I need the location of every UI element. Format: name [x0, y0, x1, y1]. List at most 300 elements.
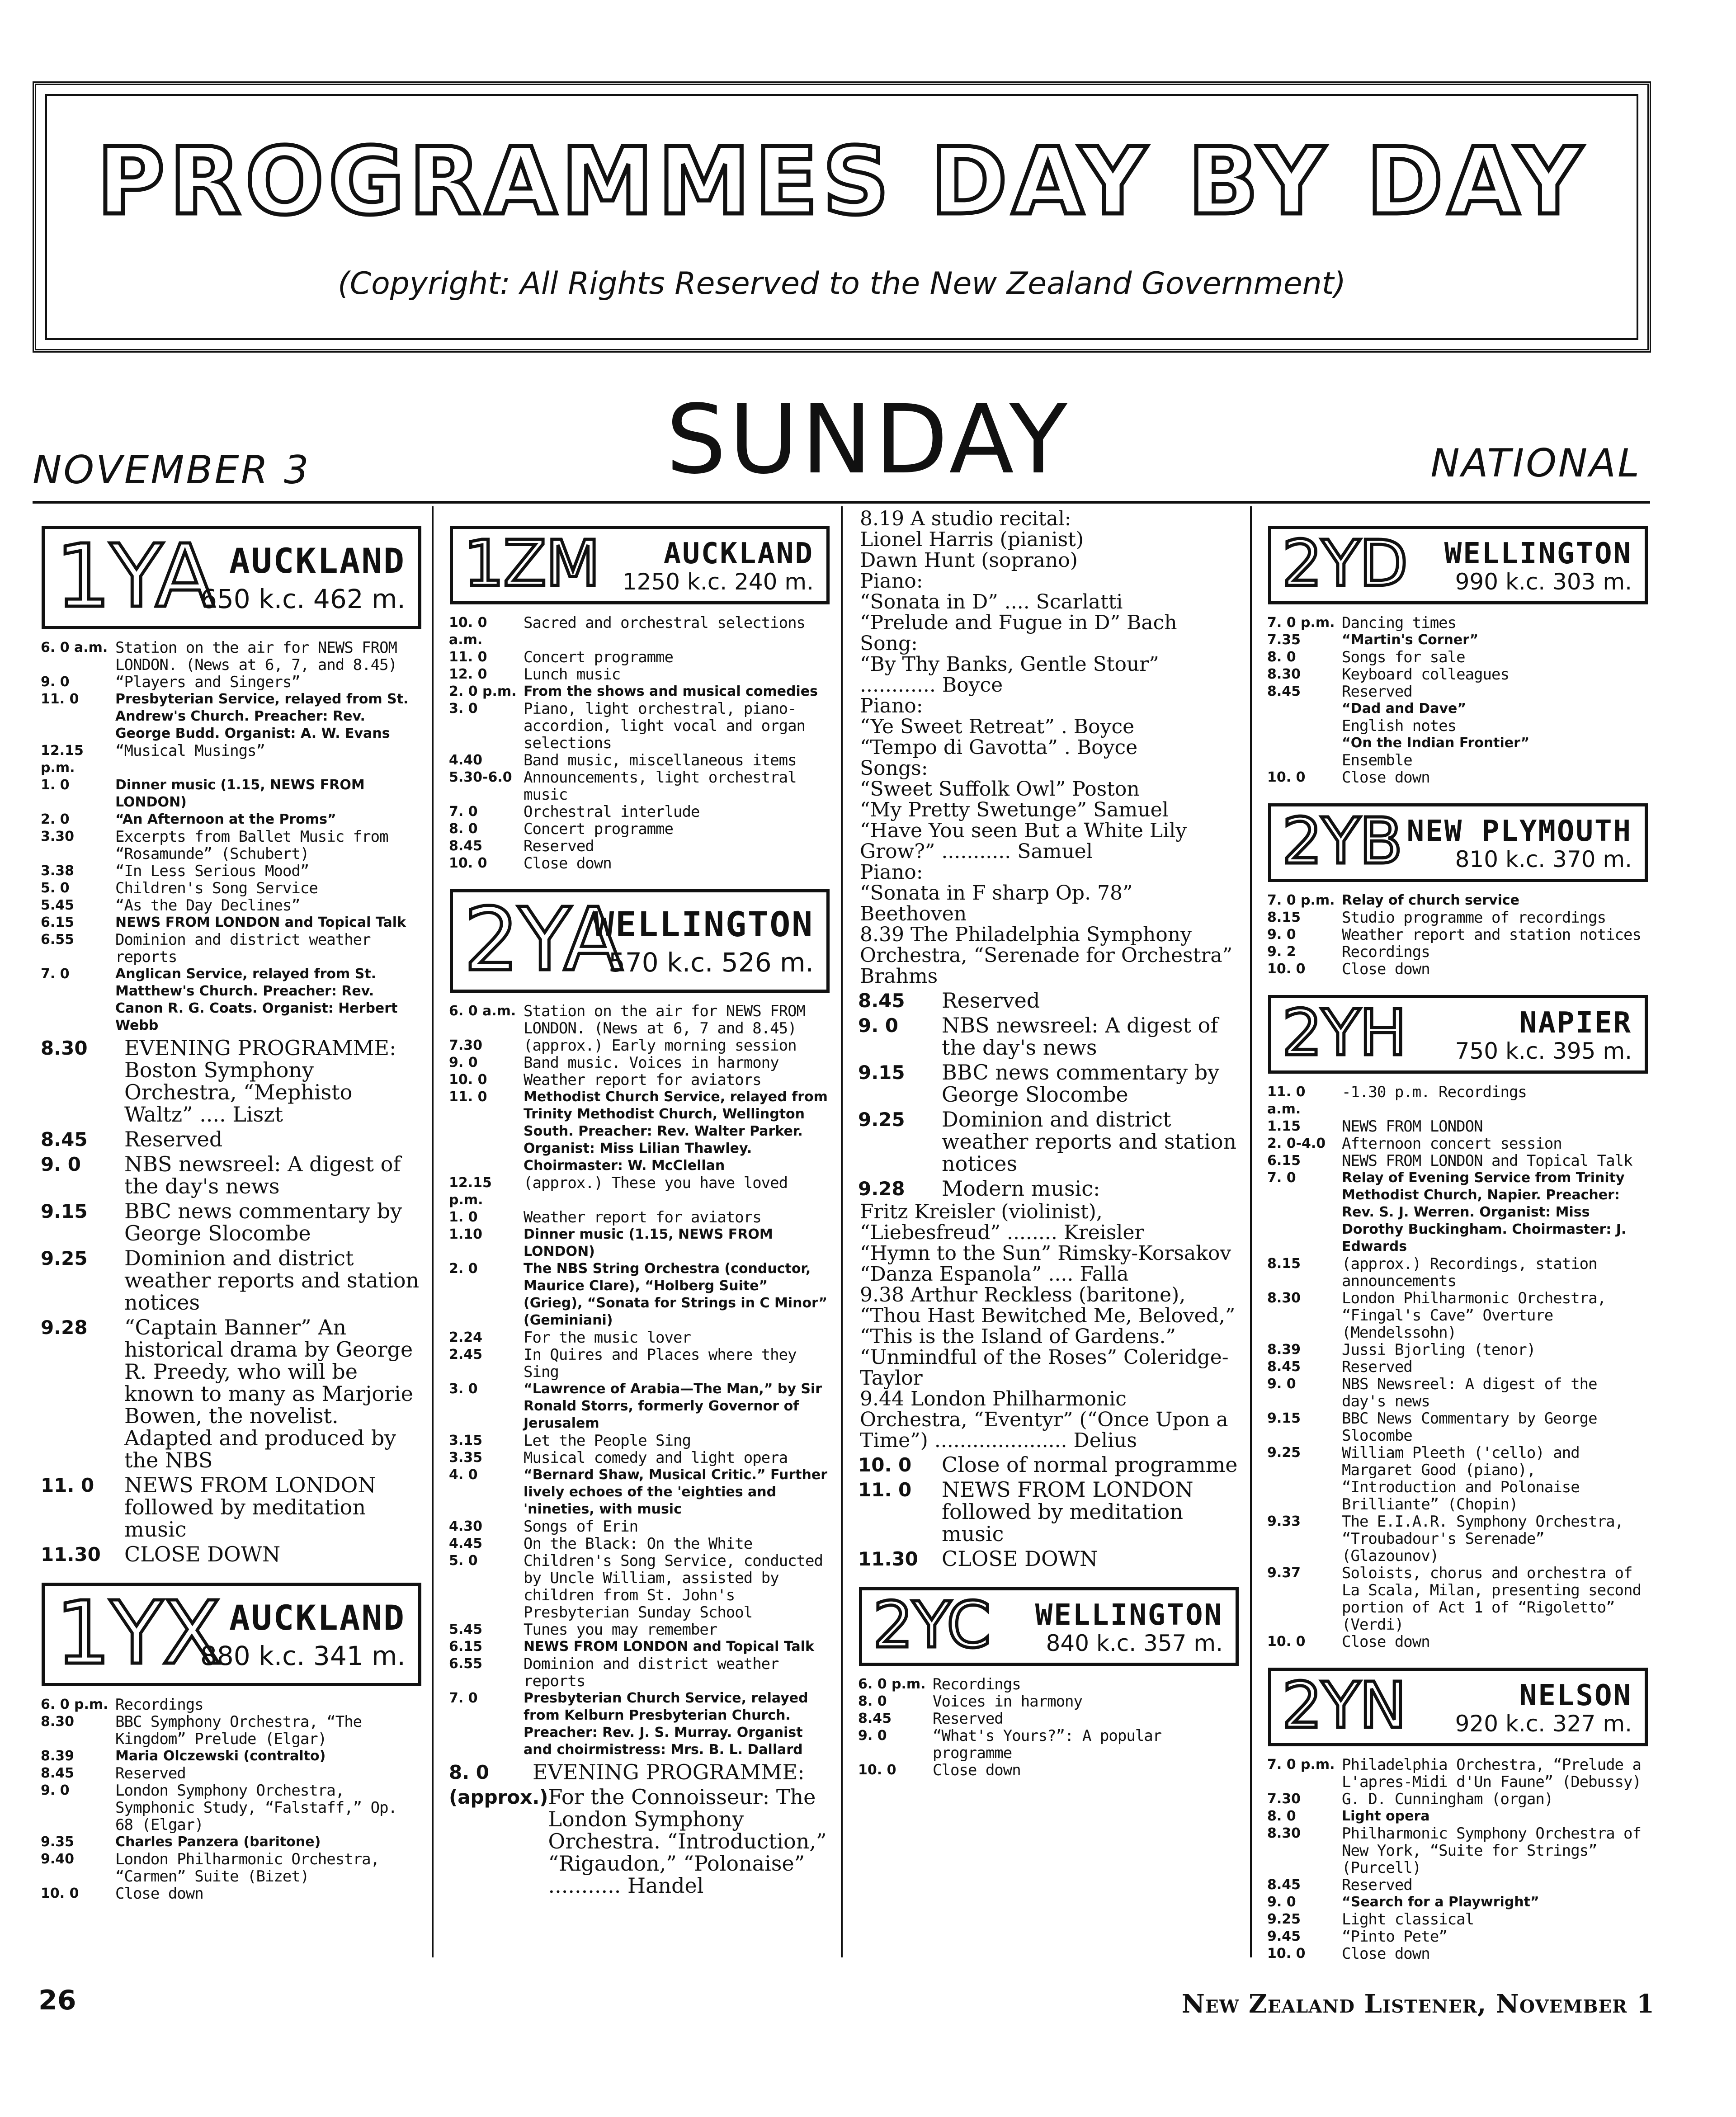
entry-description: Dinner music (1.15, NEWS FROM LONDON) — [524, 1226, 773, 1259]
station-header — [1268, 526, 1648, 604]
programme-entry — [41, 1782, 423, 1834]
station-city: NAPIER — [1519, 1006, 1632, 1040]
programme-entry — [1267, 1169, 1650, 1255]
station-city: AUCKLAND — [229, 541, 406, 581]
entry-time: 2.24 — [449, 1330, 483, 1345]
entry-time: 9. 0 — [41, 1153, 81, 1175]
entry-description: NEWS FROM LONDON and Topical Talk — [524, 1639, 814, 1655]
entry-description: Dominion and district weather reports and station notices — [942, 1107, 1237, 1176]
programme-entry — [41, 691, 423, 742]
entry-description: Band music, miscellaneous items — [524, 751, 797, 769]
entry-time: 5. 0 — [449, 1553, 478, 1569]
programme-entry — [449, 1690, 831, 1759]
recital-line: Piano: — [860, 570, 923, 593]
entry-time: 9.28 — [858, 1178, 905, 1200]
entry-time: 8.15 — [1267, 1256, 1301, 1272]
entry-time: 6. 0 p.m. — [858, 1676, 926, 1692]
station-city: AUCKLAND — [663, 537, 814, 571]
entry-description: Charles Panzera (baritone) — [115, 1834, 321, 1850]
entry-description: Close down — [1342, 1945, 1430, 1963]
entry-description: Philadelphia Orchestra, “Prelude a L'apres-Midi d'Un Faune” (Debussy) — [1342, 1756, 1641, 1791]
entry-description: Close of normal programme — [942, 1452, 1238, 1477]
entry-description: Maria Olczewski (contralto) — [115, 1748, 326, 1764]
programme-entry — [449, 1449, 831, 1466]
entry-time: 8.45 — [449, 838, 483, 854]
entry-description: Modern music: — [942, 1176, 1100, 1201]
programme-entry — [449, 649, 831, 666]
entry-description: Reserved — [942, 988, 1040, 1013]
programme-entry — [1267, 1376, 1650, 1410]
programme-entry — [858, 1676, 1241, 1693]
programme-entry — [858, 1479, 1241, 1545]
programme-entry — [1267, 1808, 1650, 1825]
programme-entry — [1267, 1358, 1650, 1376]
entry-time: 8. 0 — [449, 1761, 490, 1783]
entry-description: (approx.) Recordings, station announcements — [1342, 1255, 1597, 1290]
entry-time: 1. 0 — [41, 777, 70, 793]
entry-description: Children's Song Service, conducted by Uncle William, assisted by children from St. John's Presbyterian Sunday School — [524, 1552, 823, 1622]
programme-entry — [449, 1037, 831, 1054]
programme-entry — [1267, 769, 1650, 786]
programme-entry — [1267, 717, 1650, 735]
entry-time: 6. 0 a.m. — [41, 640, 108, 655]
entry-description: Relay of Evening Service from Trinity Methodist Church, Napier. Preacher: Rev. S. J. Werren. Organist: Miss Dorothy Buckingham. Choirmaster: J. Edwards — [1342, 1170, 1627, 1254]
station-city: WELLINGTON — [593, 904, 814, 944]
programme-entry — [41, 966, 423, 1034]
entry-time: 6.15 — [449, 1639, 483, 1655]
programme-entry — [449, 1535, 831, 1552]
programme-entry — [858, 990, 1241, 1012]
entry-time: 6.15 — [1267, 1153, 1301, 1169]
programme-entry — [1267, 1825, 1650, 1877]
entry-time: 10. 0 — [1267, 1946, 1306, 1961]
station-header — [1268, 803, 1648, 882]
entry-description: Reserved — [933, 1710, 1003, 1728]
entry-time: 9.37 — [1267, 1565, 1301, 1581]
entry-description: Let the People Sing — [524, 1432, 691, 1450]
network-label: NATIONAL — [1430, 441, 1641, 486]
programme-entry — [449, 1621, 831, 1638]
entry-time: 11. 0 — [449, 1089, 487, 1105]
entry-time: 6.55 — [449, 1656, 483, 1672]
entry-description: NEWS FROM LONDON — [1342, 1117, 1483, 1136]
entry-description: Announcements, light orchestral music — [524, 769, 797, 804]
programme-entry — [41, 897, 423, 914]
programme-entry — [858, 1693, 1241, 1710]
programme-entry — [1267, 614, 1650, 632]
programme-entry — [41, 1696, 423, 1713]
entry-description: Ensemble — [1342, 751, 1412, 769]
programme-entry — [1267, 1152, 1650, 1169]
entry-description: “Martin's Corner” — [1342, 632, 1479, 648]
station-header — [859, 1587, 1239, 1666]
entry-description: Reserved — [1342, 1876, 1412, 1894]
station-city: WELLINGTON — [1444, 537, 1632, 571]
programme-entry — [1267, 683, 1650, 700]
recital-line: 8.19 A studio recital: — [860, 507, 1071, 530]
programme-entry — [449, 614, 831, 649]
programme-entry — [449, 1761, 831, 1783]
entry-time: 4.45 — [449, 1536, 483, 1551]
entry-time — [1267, 717, 1342, 735]
recital-line: “Danza Espanola” .... Falla — [860, 1263, 1129, 1286]
entry-description: Tunes you may remember — [524, 1621, 717, 1639]
programme-entry — [449, 820, 831, 838]
entry-time: 11.30 — [41, 1543, 101, 1565]
entry-time: 3.35 — [449, 1450, 483, 1466]
station-call-sign: 1ZM — [464, 527, 599, 601]
entry-description: Weather report and station notices — [1342, 926, 1641, 944]
entry-time: 10. 0 — [858, 1454, 912, 1476]
entry-time: 8. 0 — [858, 1693, 887, 1709]
entry-description: Band music. Voices in harmony — [524, 1054, 779, 1072]
entry-time: 10. 0 a.m. — [449, 615, 487, 648]
entry-description: Dancing times — [1342, 614, 1457, 632]
programme-entry — [41, 863, 423, 880]
programme-entry — [1267, 649, 1650, 666]
entry-description: Studio programme of recordings — [1342, 909, 1606, 927]
programme-entry — [1267, 1894, 1650, 1911]
entry-time: 9. 0 — [41, 1782, 70, 1798]
entry-time: 11. 0 a.m. — [1267, 1084, 1306, 1117]
entry-description: In Quires and Places where they Sing — [524, 1346, 797, 1381]
entry-time: 5.45 — [449, 1622, 483, 1637]
entry-description: Orchestral interlude — [524, 803, 700, 821]
entry-time: 9.28 — [41, 1316, 88, 1339]
programme-entry — [449, 1655, 831, 1690]
programme-entry — [41, 1200, 423, 1245]
station-header — [42, 526, 421, 629]
entry-time: 8.45 — [1267, 1877, 1301, 1893]
entry-description: The NBS String Orchestra (conductor, Maurice Clare), “Holberg Suite” (Grieg), “Sonata for Strings in C Minor” (Geminiani) — [524, 1261, 828, 1328]
entry-time: 8. 0 — [1267, 1808, 1296, 1824]
entry-time: 12. 0 — [449, 666, 487, 682]
programme-entry — [1267, 1255, 1650, 1290]
programme-entry — [1267, 1945, 1650, 1962]
programme-entry — [1267, 735, 1650, 752]
entry-description: Children's Song Service — [115, 879, 318, 897]
entry-time: 9. 0 — [858, 1014, 899, 1037]
programme-entry — [1267, 1341, 1650, 1358]
entry-time: 8.30 — [1267, 1290, 1301, 1306]
entry-description: NEWS FROM LONDON followed by meditation music — [124, 1473, 376, 1542]
entry-time: 9.35 — [41, 1834, 75, 1850]
station-frequency: 810 k.c. 370 m. — [1455, 846, 1632, 872]
station-call-sign: 1YA — [56, 526, 214, 627]
entry-description: Close down — [933, 1761, 1021, 1779]
entry-description: Recordings — [933, 1675, 1021, 1693]
programme-entry — [858, 1108, 1241, 1175]
entry-time: 8. 0 — [449, 821, 478, 837]
entry-time: 6. 0 p.m. — [41, 1697, 108, 1712]
entry-description: (approx.) Early morning session — [524, 1037, 797, 1055]
entry-time: 2.45 — [449, 1347, 483, 1363]
entry-description: Dinner music (1.15, NEWS FROM LONDON) — [115, 777, 365, 810]
entry-description: “Pinto Pete” — [1342, 1928, 1448, 1946]
entry-time: 8.39 — [41, 1748, 75, 1764]
entry-description: Recordings — [115, 1696, 203, 1714]
station-frequency: 840 k.c. 357 m. — [1046, 1630, 1223, 1656]
programme-entry — [449, 1260, 831, 1329]
entry-description: Songs of Erin — [524, 1518, 638, 1536]
entry-time: 11. 0 — [858, 1479, 912, 1501]
entry-description: Reserved — [1342, 1358, 1412, 1376]
station-city: NELSON — [1519, 1679, 1632, 1712]
entry-description: London Philharmonic Orchestra, “Fingal's Cave” Overture (Mendelssohn) — [1342, 1289, 1606, 1342]
entry-time: 11.30 — [858, 1548, 918, 1570]
entry-description: Dominion and district weather reports and station notices — [124, 1246, 420, 1315]
entry-description: Station on the air for NEWS FROM LONDON. (News at 6, 7, and 8.45) — [115, 639, 397, 674]
station-header — [450, 889, 830, 993]
station-frequency: 990 k.c. 303 m. — [1455, 569, 1632, 595]
entry-time: 1. 0 — [449, 1209, 478, 1225]
entry-time: 2. 0-4.0 — [1267, 1136, 1326, 1151]
programme-entry — [1267, 1513, 1650, 1565]
station-call-sign: 2YN — [1282, 1669, 1406, 1743]
entry-time: 8.30 — [1267, 666, 1301, 682]
entry-time: 12.15 p.m. — [449, 1175, 492, 1208]
column-divider — [432, 506, 434, 1957]
programme-entry — [1267, 666, 1650, 683]
programme-entry — [41, 1851, 423, 1885]
column-4 — [1259, 509, 1657, 1963]
entry-time: 9.15 — [41, 1200, 88, 1222]
programme-entry — [858, 1178, 1241, 1200]
programme-entry — [41, 931, 423, 966]
recital-line: “Have You seen But a White Lily Grow?” ........... Samuel — [860, 819, 1187, 863]
programme-entry — [41, 828, 423, 863]
station-frequency: 650 k.c. 462 m. — [200, 584, 406, 614]
entry-description: “Dad and Dave” — [1342, 701, 1467, 717]
programme-entry — [41, 1474, 423, 1541]
column-3 — [850, 509, 1248, 1946]
recital-line: “Prelude and Fugue in D” Bach — [860, 611, 1177, 634]
entry-description: Presbyterian Church Service, relayed from Kelburn Presbyterian Church. Preacher: Rev. J. S. Murray. Organist and choirmistress: Mrs. B. L. Dallard — [524, 1690, 808, 1758]
recital-line: 9.44 London Philharmonic Orchestra, “Eventyr” (“Once Upon a Time”) ..................... Delius — [860, 1387, 1228, 1452]
entry-description: Concert programme — [524, 820, 673, 838]
column-2 — [441, 509, 839, 1946]
entry-time: 9.15 — [1267, 1410, 1301, 1426]
page-title: PROGRAMMES DAY BY DAY — [97, 128, 1587, 236]
station-call-sign: 2YB — [1282, 805, 1402, 878]
entry-description: “An Afternoon at the Proms” — [115, 811, 336, 827]
entry-description: Weather report for aviators — [524, 1071, 761, 1089]
entry-description: Lunch music — [524, 665, 621, 684]
programme-entry — [1267, 1444, 1650, 1513]
entry-time: 10. 0 — [41, 1886, 79, 1901]
entry-time: 8.45 — [41, 1765, 75, 1781]
entry-time: 3.15 — [449, 1433, 483, 1448]
entry-description: NEWS FROM LONDON and Topical Talk — [115, 915, 406, 930]
programme-entry — [449, 803, 831, 820]
entry-description: NBS Newsreel: A digest of the day's news — [1342, 1375, 1597, 1410]
entry-description: William Pleeth ('cello) and Margaret Good (piano), “Introduction and Polonaise Brilliante” (Chopin) — [1342, 1444, 1580, 1513]
programme-entry — [449, 1329, 831, 1346]
entry-time: 6.15 — [41, 915, 75, 930]
programme-entry — [41, 1247, 423, 1314]
entry-description: “Captain Banner” An historical drama by George R. Preedy, who will be known to many as Marjorie Bowen, the novelist. Adapted and produced by the NBS — [124, 1315, 413, 1472]
programme-entry — [1267, 1118, 1650, 1135]
station-call-sign: 2YA — [464, 890, 622, 990]
programme-entry — [858, 1014, 1241, 1059]
programme-entry — [1267, 1565, 1650, 1633]
programme-entry — [41, 1037, 423, 1126]
programme-entry — [449, 855, 831, 872]
entry-description: NBS newsreel: A digest of the day's news — [124, 1152, 401, 1198]
programme-entry — [449, 1346, 831, 1381]
programme-entry — [449, 1226, 831, 1260]
entry-time — [1267, 700, 1342, 717]
station-city: AUCKLAND — [229, 1598, 406, 1638]
column-1 — [33, 509, 430, 1946]
recital-line: “Tempo di Gavotta” . Boyce — [860, 736, 1138, 759]
programme-entry — [1267, 892, 1650, 909]
entry-time: 10. 0 — [1267, 1634, 1306, 1650]
programme-entry — [41, 1713, 423, 1748]
station-header — [450, 526, 830, 604]
entry-time: 9.25 — [1267, 1911, 1301, 1927]
entry-time: 5. 0 — [41, 880, 70, 896]
programme-entry — [1267, 909, 1650, 926]
programme-entry — [858, 1454, 1241, 1476]
entry-time: 6.55 — [41, 932, 75, 948]
entry-description: Dominion and district weather reports — [115, 931, 371, 966]
programme-entry — [1267, 1410, 1650, 1444]
recital-line: Dawn Hunt (soprano) — [860, 549, 1078, 572]
station-city: WELLINGTON — [1035, 1598, 1223, 1632]
entry-description: Excerpts from Ballet Music from “Rosamunde” (Schubert) — [115, 828, 388, 863]
programme-entry — [1267, 1791, 1650, 1808]
programme-entry — [449, 1003, 831, 1037]
entry-description: NEWS FROM LONDON followed by meditation music — [942, 1477, 1194, 1546]
entry-description: From the shows and musical comedies — [524, 684, 818, 699]
programme-entry — [41, 742, 423, 777]
programme-entry — [41, 811, 423, 828]
programme-entry — [449, 1071, 831, 1089]
programme-entry — [449, 683, 831, 700]
entry-description: “Bernard Shaw, Musical Critic.” Further lively echoes of the 'eighties and 'nineties, with music — [524, 1467, 828, 1517]
programme-entry — [1267, 1877, 1650, 1894]
entry-description: “Lawrence of Arabia—The Man,” by Sir Ronald Storrs, formerly Governor of Jerusalem — [524, 1381, 822, 1431]
programme-entry — [449, 666, 831, 683]
programme-entry — [449, 769, 831, 803]
programme-entry — [1267, 632, 1650, 649]
entry-description: Anglican Service, relayed from St. Matthew's Church. Preacher: Rev. Canon R. G. Coats. Organist: Herbert Webb — [115, 966, 398, 1033]
entry-description: Concert programme — [524, 648, 673, 666]
entry-description: BBC news commentary by George Slocombe — [942, 1060, 1220, 1107]
entry-description: English notes — [1342, 717, 1457, 735]
entry-description: Close down — [1342, 960, 1430, 978]
entry-time: 9.25 — [1267, 1445, 1301, 1461]
entry-time: 9.45 — [1267, 1928, 1301, 1944]
programme-entry — [449, 1432, 831, 1449]
entry-description: G. D. Cunningham (organ) — [1342, 1790, 1553, 1808]
entry-time: 9.25 — [41, 1247, 88, 1269]
programme-entry — [41, 880, 423, 897]
programme-entry — [41, 1128, 423, 1150]
programme-entry — [41, 1834, 423, 1851]
entry-time: 1.10 — [449, 1226, 483, 1242]
entry-description: Recordings — [1342, 943, 1430, 961]
programme-entry — [41, 777, 423, 811]
programme-entry — [1267, 752, 1650, 769]
column-divider — [1250, 506, 1252, 1957]
entry-description: For the Connoisseur: The London Symphony Orchestra. “Introduction,” “Rigaudon,” “Polonaise” ........... Handel — [548, 1785, 827, 1898]
entry-description: Close down — [1342, 1633, 1430, 1651]
entry-description: Reserved — [124, 1127, 223, 1151]
station-frequency: 750 k.c. 395 m. — [1455, 1038, 1632, 1064]
station-frequency: 570 k.c. 526 m. — [608, 947, 814, 978]
programme-entry — [449, 752, 831, 769]
entry-description: EVENING PROGRAMME: Boston Symphony Orchestra, “Mephisto Waltz” .... Liszt — [124, 1036, 396, 1127]
recital-line: Piano: — [860, 694, 923, 717]
programme-entry — [1267, 1633, 1650, 1650]
recital-line: “Sonata in F sharp Op. 78” Beethoven — [860, 882, 1133, 925]
entry-time: 7. 0 — [41, 966, 70, 982]
programme-entry — [449, 1466, 831, 1518]
entry-description: Reserved — [115, 1764, 186, 1782]
programme-entry — [41, 914, 423, 931]
programme-entry — [449, 1786, 831, 1897]
entry-description: Jussi Bjorling (tenor) — [1342, 1341, 1536, 1359]
entry-description: Close down — [115, 1885, 203, 1903]
entry-description: CLOSE DOWN — [124, 1542, 281, 1566]
entry-time: 8.45 — [1267, 1359, 1301, 1375]
entry-description: For the music lover — [524, 1329, 691, 1347]
entry-description: London Symphony Orchestra, Symphonic Study, “Falstaff,” Op. 68 (Elgar) — [115, 1782, 397, 1834]
entry-description: “Musical Musings” — [115, 742, 265, 760]
recital-line: Lionel Harris (pianist) — [860, 528, 1084, 551]
entry-time: 11. 0 — [449, 649, 487, 665]
entry-description: BBC Symphony Orchestra, “The Kingdom” Prelude (Elgar) — [115, 1713, 362, 1748]
entry-time: 7. 0 p.m. — [1267, 1757, 1335, 1773]
page-number: 26 — [38, 1985, 76, 2016]
station-call-sign: 2YD — [1282, 527, 1407, 601]
recital-line: 9.38 Arthur Reckless (baritone), “Thou Hast Bewitched Me, Beloved,” “This is the Island of Gardens.” “Unmindful of the Roses” Coleridge-Taylor — [860, 1283, 1236, 1390]
entry-time: 7. 0 p.m. — [1267, 892, 1335, 908]
entry-time: 9. 0 — [449, 1055, 478, 1070]
programme-entry — [1267, 943, 1650, 961]
entry-time: 4. 0 — [449, 1467, 478, 1483]
entry-time: 2. 0 — [41, 811, 70, 827]
entry-time: 3.38 — [41, 863, 75, 879]
entry-time: 8.45 — [858, 1711, 892, 1726]
station-call-sign: 2YC — [873, 1589, 990, 1662]
entry-description: Musical comedy and light opera — [524, 1449, 788, 1467]
entry-time: 9. 0 — [1267, 927, 1296, 943]
programme-entry — [858, 1727, 1241, 1762]
title-banner — [33, 81, 1651, 353]
programme-entry — [449, 1174, 831, 1209]
programme-entry — [1267, 961, 1650, 978]
entry-time: 9. 0 — [1267, 1376, 1296, 1392]
recital-line: Songs: — [860, 757, 928, 780]
programme-entry — [41, 1316, 423, 1471]
entry-description: Weather report for aviators — [524, 1208, 761, 1226]
entry-description: Relay of church service — [1342, 892, 1520, 908]
entry-description: EVENING PROGRAMME: — [533, 1760, 805, 1784]
entry-time: 9. 2 — [1267, 944, 1296, 960]
entry-time: 11. 0 — [41, 691, 79, 707]
recital-line: “By Thy Banks, Gentle Stour” ............ Boyce — [860, 653, 1159, 697]
entry-time: 8.30 — [41, 1037, 88, 1059]
entry-time: 5.30-6.0 — [449, 769, 512, 785]
entry-description: Close down — [1342, 769, 1430, 787]
programme-entry — [41, 674, 423, 691]
entry-time: 7.30 — [1267, 1791, 1301, 1807]
entry-description: Reserved — [524, 837, 594, 855]
entry-time: 7.30 — [449, 1037, 483, 1053]
